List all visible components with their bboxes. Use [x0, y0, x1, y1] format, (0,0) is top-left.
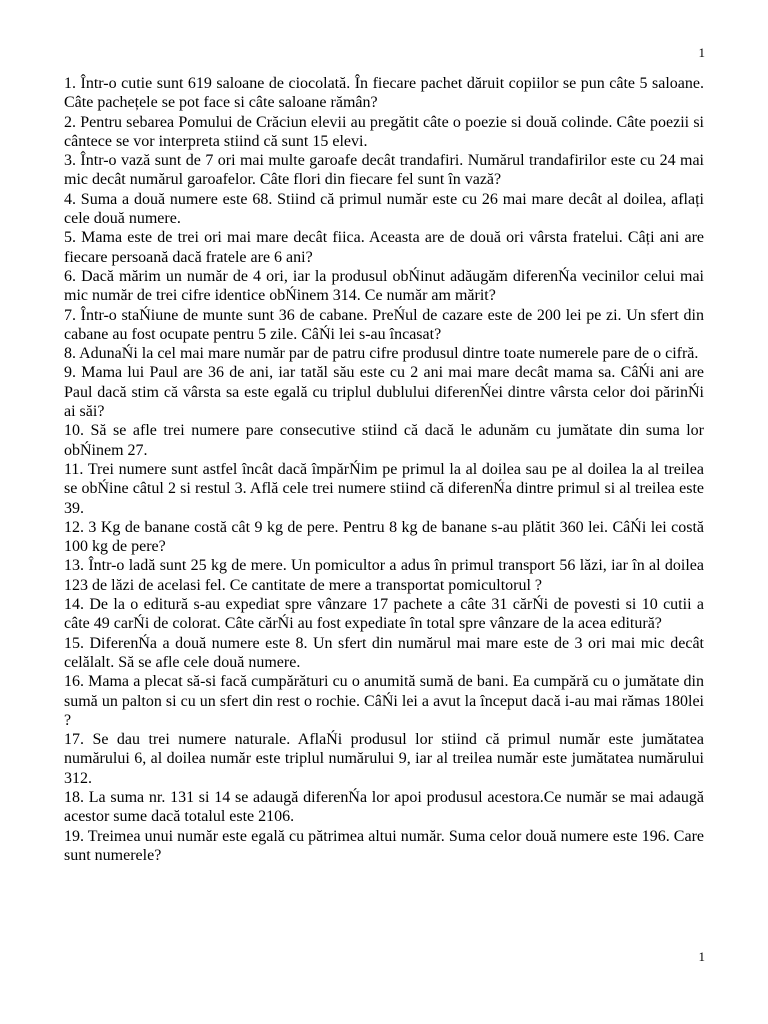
problem-1: 1. Într-o cutie sunt 619 saloane de ciocolată. În fiecare pachet dăruit copiilor se pun câte 5 saloane. Câte pachețele se pot face si câte saloane rămân?: [64, 75, 704, 112]
problem-8: 8. AdunaŃi la cel mai mare număr par de patru cifre produsul dintre toate numerele pare de o cifră.: [64, 345, 699, 363]
problem-16: 16. Mama a plecat să-si facă cumpărături cu o anumită sumă de bani. Ea cumpără cu o jumătate din sumă un palton si cu un sfert din rest o rochie. CâŃi lei a avut la început dacă i-au mai rămas 180lei ?: [64, 673, 704, 729]
page-number-top: 1: [698, 45, 705, 60]
problem-19: 19. Treimea unui număr este egală cu pătrimea altui număr. Suma celor două numere este 196. Care sunt numerele?: [64, 827, 704, 864]
problem-15: 15. DiferenŃa a două numere este 8. Un sfert din numărul mai mare este de 3 ori mai mic decât celălalt. Să se afle cele două numere.: [64, 634, 704, 671]
problem-14: 14. De la o editură s-au expediat spre vânzare 17 pachete a câte 31 cărŃi de povesti si 10 cutii a câte 49 carŃi de colorat. Câte cărŃi au fost expediate în total spre vânzare de la acea editură?: [64, 596, 704, 633]
page-number-bottom: 1: [698, 949, 705, 964]
problem-13: 13. Într-o ladă sunt 25 kg de mere. Un pomicultor a adus în primul transport 56 lăzi, iar în al doilea 123 de lăzi de acelasi fel. Ce cantitate de mere a transportat pomicultorul ?: [64, 557, 704, 594]
problem-10: 10. Să se afle trei numere pare consecutive stiind că dacă le adunăm cu jumătate din suma lor obŃinem 27.: [64, 422, 704, 459]
problem-4: 4. Suma a două numere este 68. Stiind că primul număr este cu 26 mai mare decât al doilea, aflați cele două numere.: [64, 190, 704, 228]
problem-5: 5. Mama este de trei ori mai mare decât fiica. Aceasta are de două ori vârsta fratelui. Câți ani are fiecare persoană dacă fratele are 6 ani?: [64, 229, 704, 266]
problem-list: [64, 74, 704, 865]
problem-9: 9. Mama lui Paul are 36 de ani, iar tatăl său este cu 2 ani mai mare decât mama sa. CâŃi ani are Paul dacă stim că vârsta sa este egală cu triplul dublului diferenŃei dintre vârsta celor doi părinŃi ai săi?: [64, 364, 704, 421]
problem-6: 6. Dacă mărim un număr de 4 ori, iar la produsul obŃinut adăugăm diferenŃa vecinilor celui mai mic număr de trei cifre identice obŃinem 314. Ce număr am mărit?: [64, 267, 704, 305]
problem-7: 7. Într-o staŃiune de munte sunt 36 de cabane. PreŃul de cazare este de 200 lei pe zi. Un sfert din cabane au fost ocupate pentru 5 zile. CâŃi lei s-au încasat?: [64, 306, 704, 343]
problem-12: 12. 3 Kg de banane costă cât 9 kg de pere. Pentru 8 kg de banane s-au plătit 360 lei. CâŃi lei costă 100 kg de pere?: [64, 518, 704, 556]
problem-11: 11. Trei numere sunt astfel încât dacă împărŃim pe primul la al doilea sau pe al doilea la al treilea se obŃine câtul 2 si restul 3. Află cele trei numere stiind că diferenŃa dintre primul si al treilea este 39.: [64, 460, 704, 517]
problem-17: 17. Se dau trei numere naturale. AflaŃi produsul lor stiind că primul număr este jumătatea numărului 6, al doilea număr este triplul numărului 9, iar al treilea număr este jumătatea numărului 312.: [64, 731, 704, 787]
problem-18: 18. La suma nr. 131 si 14 se adaugă diferenŃa lor apoi produsul acestora.Ce număr se mai adaugă acestor sume dacă totalul este 2106.: [64, 788, 704, 826]
problem-3: 3. Într-o vază sunt de 7 ori mai multe garoafe decât trandafiri. Numărul trandafirilor este cu 24 mai mic decât numărul garoafelor. Câte flori din fiecare fel sunt în vază?: [64, 152, 704, 189]
problem-2: 2. Pentru sebarea Pomului de Crăciun elevii au pregătit câte o poezie si două colinde. Câte poezii si cântece se vor interpreta stiind că sunt 15 elevi.: [64, 113, 704, 150]
